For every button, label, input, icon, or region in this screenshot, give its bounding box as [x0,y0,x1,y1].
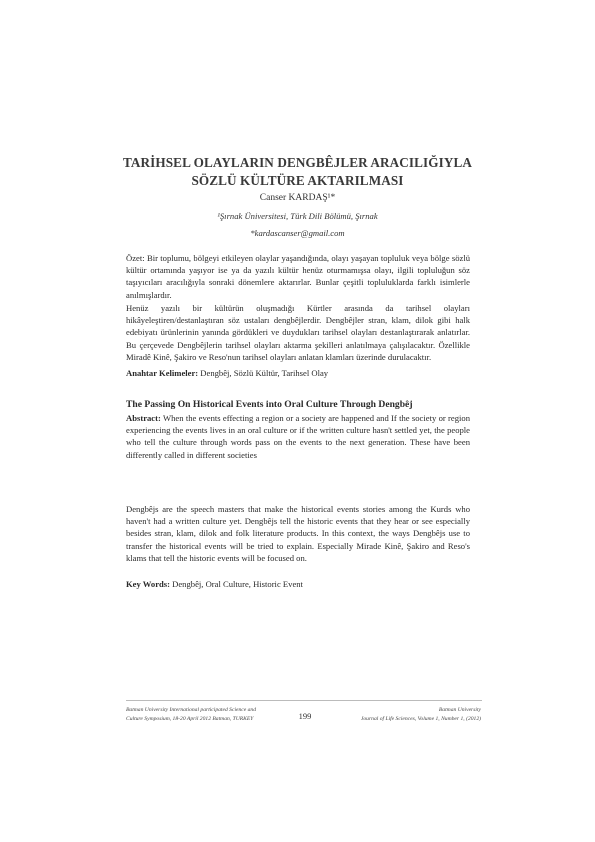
footer-left-line2: Culture Symposium, 18-20 April 2012 Batman, TURKEY [126,716,254,722]
footer-right-line2: Journal of Life Sciences, Volume 1, Number 1, (2012) [360,716,481,722]
keywords-en-label: Key Words: [126,579,171,589]
abstract-paragraph-1 [126,412,470,461]
keywords-english [126,578,470,590]
ozet-label: Özet: [126,253,145,263]
keywords-tr-label: Anahtar Kelimeler: [126,368,199,378]
footer-right-line1: Batman University [438,707,481,713]
footer-divider [126,700,482,701]
keywords-en-text: Dengbêj, Oral Culture, Historic Event [170,579,303,589]
author-name: Canser KARDAŞ¹* [259,193,336,203]
english-title: The Passing On Historical Events into Oral Culture Through Dengbêj [126,399,413,410]
paper-title [0,154,595,190]
ozet-paragraph-2: Henüz yazılı bir kültürün oluşmadığı Kürtler arasında da tarihsel olayları hikâyeleştiren/destanlaştıran söz ustaları dengbêjlerdir. Dengbêjler stran, klam, dilok gibi halk edebiyatı ürünlerinin yanında gördükleri ve duydukları tarihsel olayları destanlaştırarak anlatırlar. Bu çerçevede Dengbêjlerin tarihsel olayları aktarma şekilleri anlatılmaya çalışılacaktır. Özellikle Miradê Kinê, Şakiro ve Reso'nun tarihsel olayları anlatan klamları üzerinde durulacaktır. [126,303,470,362]
abstract-paragraph-2: Dengbêjs are the speech masters that make the historical events stories among the Kurds who haven't had a written culture yet. Dengbêjs tell the historic events that they hear or see especially besides stran, klam, dilok and folk literature products. In this context, the ways Dengbêjs use to transfer the historical events will be tried to explain. Especially Mirade Kinê, Şakiro and Reso's klams that tell the historic events will be focused on. [126,504,470,563]
ozet-paragraph-1 [126,252,470,301]
author-email: *kardascanser@gmail.com [250,228,345,238]
author-affiliation: ¹Şırnak Üniversitesi, Türk Dili Bölümü, Şırnak [217,211,378,221]
footer-journal-info [320,706,481,724]
keywords-tr-text: Dengbêj, Sözlü Kültür, Tarihsel Olay [198,368,329,378]
abstract-text-1: When the events effecting a region or a society are happened and If the society or region experiencing the events lives in an oral culture or if the written culture hasn't settled yet, the people who tell the culture through words pass on the events to the next generation. These have been differently called in different societies [126,413,470,460]
abstract-label: Abstract: [126,413,161,423]
paper-title-line2: SÖZLÜ KÜLTÜRE AKTARILMASI [191,173,404,188]
footer-left-line1: Batman University International participated Science and [126,707,257,713]
paper-title-line1: TARİHSEL OLAYLARIN DENGBÊJLER ARACILIĞIYLA [123,155,472,170]
footer-symposium-info [126,706,286,724]
keywords-turkish [126,367,470,379]
ozet-text-1: Bir toplumu, bölgeyi etkileyen olaylar yaşandığında, olayı yaşayan topluluk veya bölge sözlü kültür ortamında yaşıyor ise ya da yazılı kültür henüz oturmamışsa olayı, ilgili topluluğun söz taşıyıcıları aracılığıyla sonraki dönemlere aktarırlar. Bunlar çeşitli topluluklarda farklı isimlerle anılmışlardır. [126,253,471,300]
page-number: 199 [298,711,312,721]
